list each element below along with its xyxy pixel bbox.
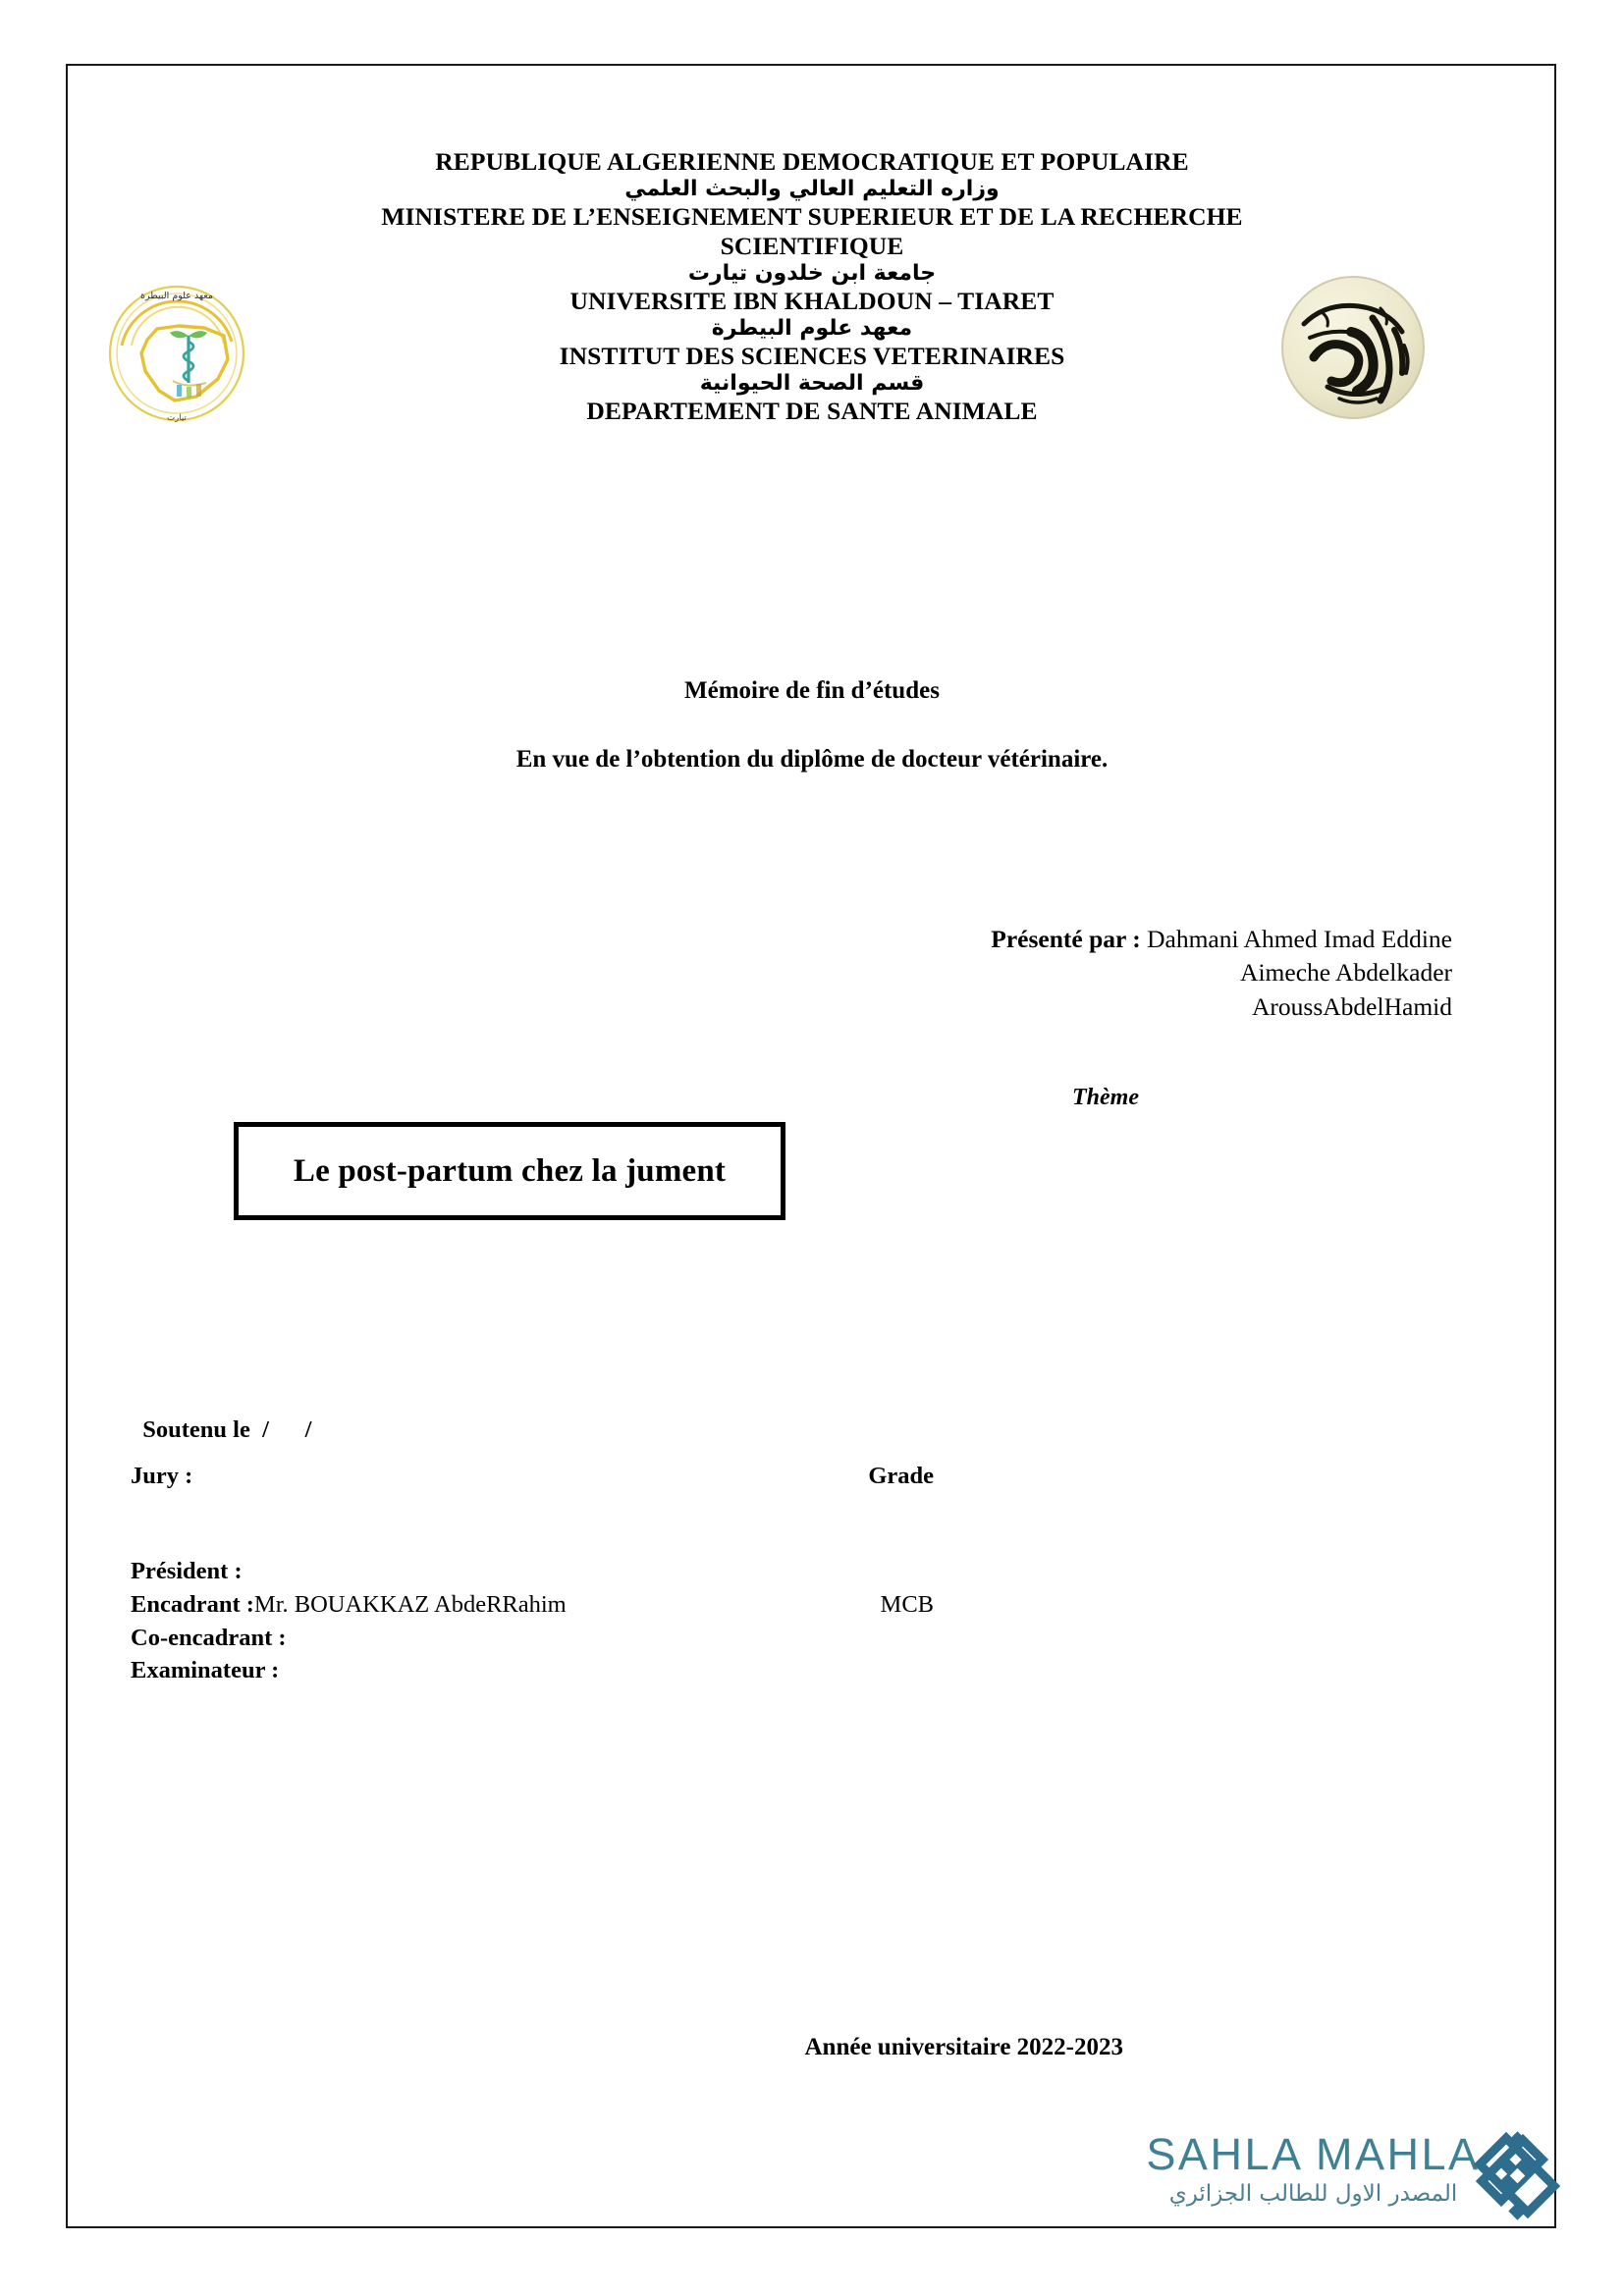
jury-member-encadrant: [131, 1588, 934, 1622]
jury-member-encadrant-left: [131, 1588, 567, 1622]
logo-left-bottom-caption-ar: تيارت: [167, 413, 187, 423]
jury-role-encadrant: Encadrant :: [131, 1590, 254, 1618]
jury-name-encadrant: Mr. BOUAKKAZ AbdeRRahim: [253, 1590, 567, 1618]
jury-member-examinateur: [131, 1654, 934, 1687]
jury-member-president: [131, 1555, 934, 1588]
memoire-line-1: Mémoire de fin d’études: [684, 677, 940, 704]
header-line-department-ar: قسم الصحة الحيوانية: [699, 371, 925, 397]
header-line-department: DEPARTEMENT DE SANTE ANIMALE: [586, 397, 1038, 426]
header-line-ministry-ar: وزاره التعليم العالي والبحث العلمي: [624, 177, 1000, 202]
theme-title: Le post-partum chez la jument: [293, 1152, 727, 1189]
theme-label: Thème: [1072, 1085, 1139, 1110]
watermark-text: [1144, 2129, 1483, 2207]
jury-member-president-left: [131, 1555, 243, 1588]
jury-member-co-encadrant: [131, 1622, 934, 1655]
academic-year: Année universitaire 2022-2023: [804, 2034, 1123, 2060]
institut-seal-logo: [102, 277, 251, 426]
presented-by-label: Présenté par :: [991, 925, 1141, 953]
jury-header-row: [131, 1463, 934, 1490]
presented-by-first-line: [0, 923, 1452, 956]
jury-member-co-encadrant-left: [131, 1622, 287, 1655]
sahla-mahla-watermark: [1144, 2129, 1566, 2250]
jury-role-examinateur: Examinateur :: [131, 1657, 280, 1684]
theme-box: [234, 1122, 785, 1220]
header-line-institute-ar: معهد علوم البيطرة: [711, 316, 913, 342]
author-name-3: AroussAbdelHamid: [1252, 991, 1452, 1021]
presented-by-block: [0, 923, 1452, 1024]
memoire-block: [0, 677, 1624, 774]
jury-members-list: [131, 1555, 934, 1687]
watermark-arabic-text: المصدر الاول للطالب الجزائري: [1168, 2181, 1458, 2207]
header-line-institute: INSTITUT DES SCIENCES VETERINAIRES: [559, 342, 1065, 371]
watermark-latin-text: SAHLA MAHLA: [1146, 2129, 1481, 2179]
grade-column-header: Grade: [868, 1463, 934, 1489]
sahla-mahla-logo-icon: [1468, 2126, 1566, 2224]
header-line-ministry: MINISTERE DE L’ENSEIGNEMENT SUPERIEUR ET DE LA RECHERCHE SCIENTIFIQUE: [381, 202, 1243, 261]
jury-role-co-encadrant: Co-encadrant :: [131, 1624, 287, 1651]
author-name-1: Dahmani Ahmed Imad Eddine: [1147, 925, 1452, 953]
logo-left-caption-ar: معهد علوم البيطرة: [140, 291, 213, 301]
jury-member-examinateur-left: [131, 1654, 279, 1687]
jury-role-president: Président :: [131, 1558, 243, 1584]
soutenu-row: [131, 1389, 311, 1444]
memoire-line-2: En vue de l’obtention du diplôme de docteur vétérinaire.: [515, 746, 1109, 773]
jury-label: Jury :: [131, 1463, 193, 1489]
soutenu-date: / /: [262, 1416, 312, 1443]
soutenu-label: Soutenu le: [142, 1416, 250, 1443]
header-line-university-ar: جامعة ابن خلدون تيارت: [687, 261, 937, 287]
jury-grade-encadrant: MCB: [880, 1590, 934, 1618]
universite-seal-logo: [1278, 273, 1428, 422]
header-line-republic: REPUBLIQUE ALGERIENNE DEMOCRATIQUE ET POPULAIRE: [435, 147, 1189, 176]
header-line-university: UNIVERSITE IBN KHALDOUN – TIARET: [569, 287, 1055, 316]
author-name-2: Aimeche Abdelkader: [1240, 958, 1452, 988]
